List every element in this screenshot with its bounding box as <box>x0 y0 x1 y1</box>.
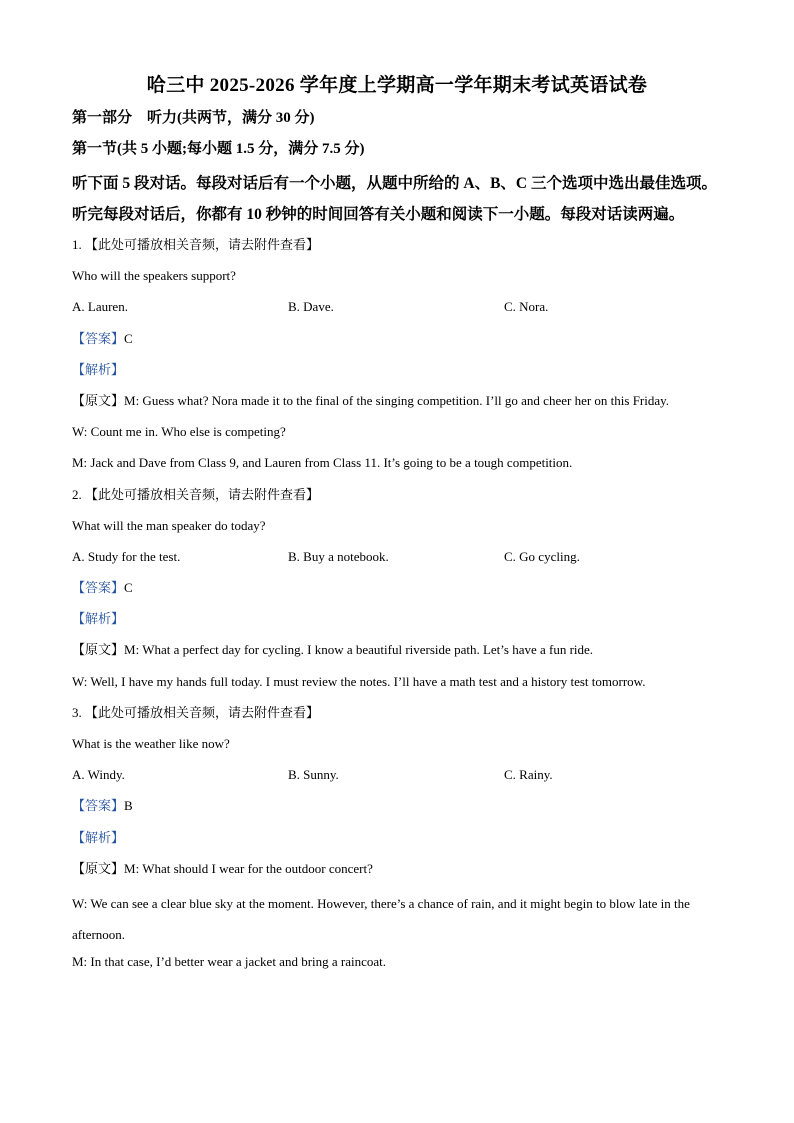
transcript-text: M: What should I wear for the outdoor concert? <box>124 860 373 876</box>
analysis-label: 【解析】 <box>72 361 125 377</box>
original-label: 【原文】 <box>72 860 125 876</box>
transcript-text: M: Guess what? Nora made it to the final of the singing competition. I’ll go and cheer her on this Friday. <box>124 392 670 408</box>
option-c: C. Nora. <box>504 299 549 315</box>
option-a: A. Study for the test. <box>72 548 181 564</box>
answer-label: 【答案】 <box>72 330 125 346</box>
answer-value: B <box>124 798 133 814</box>
transcript-line <box>72 638 722 669</box>
part-heading: 第一部分 听力(共两节，满分 30 分) <box>72 110 315 126</box>
transcript-line <box>72 389 722 420</box>
answer-line <box>72 327 722 358</box>
answer-label: 【答案】 <box>72 798 125 814</box>
transcript-line: W: Count me in. Who else is competing? <box>72 424 286 440</box>
transcript-line: W: Well, I have my hands full today. I must review the notes. I’ll have a math test and a history test tomorrow. <box>72 673 646 689</box>
section-heading: 第一节(共 5 小题;每小题 1.5 分，满分 7.5 分) <box>72 141 365 157</box>
original-label: 【原文】 <box>72 392 125 408</box>
question-text: What will the man speaker do today? <box>72 517 266 533</box>
transcript-text: M: What a perfect day for cycling. I know a beautiful riverside path. Let’s have a fun ride. <box>124 642 594 658</box>
analysis-label: 【解析】 <box>72 829 125 845</box>
answer-line <box>72 794 722 825</box>
question-header: 1. 【此处可播放相关音频，请去附件查看】 <box>72 237 320 252</box>
answer-value: C <box>124 580 133 596</box>
question-header: 3. 【此处可播放相关音频，请去附件查看】 <box>72 704 320 720</box>
option-a: A. Windy. <box>72 767 125 783</box>
transcript-line <box>72 857 722 888</box>
question-block <box>72 233 722 483</box>
transcript-line: M: Jack and Dave from Class 9, and Lauren from Class 11. It’s going to be a tough competition. <box>72 455 573 471</box>
options-row <box>72 295 722 326</box>
instructions: 听下面 5 段对话。每段对话后有一个小题，从题中所给的 A、B、C 三个选项中选出最佳选项。听完每段对话后，你都有 10 秒钟的时间回答有关小题和阅读下一小题。每段对话读两遍。 <box>72 175 717 223</box>
document-body <box>72 106 722 982</box>
option-c: C. Rainy. <box>504 767 553 783</box>
option-b: B. Buy a notebook. <box>288 548 389 564</box>
transcript-line: M: In that case, I’d better wear a jacket and bring a raincoat. <box>72 954 387 970</box>
question-text: Who will the speakers support? <box>72 268 236 284</box>
page-title: 哈三中 2025-2026 学年度上学期高一学年期末考试英语试卷 <box>146 75 648 96</box>
question-block <box>72 483 722 701</box>
option-c: C. Go cycling. <box>504 548 580 564</box>
answer-label: 【答案】 <box>72 580 125 596</box>
question-text: What is the weather like now? <box>72 736 230 751</box>
question-header: 2. 【此处可播放相关音频，请去附件查看】 <box>72 486 320 502</box>
analysis-label: 【解析】 <box>72 611 125 627</box>
options-row <box>72 545 722 576</box>
answer-line <box>72 576 722 607</box>
answer-value: C <box>124 330 133 346</box>
question-block <box>72 701 722 982</box>
transcript-line: W: We can see a clear blue sky at the moment. However, there’s a chance of rain, and it might begin to blow late in the afternoon. <box>72 895 690 943</box>
option-b: B. Dave. <box>288 299 334 315</box>
original-label: 【原文】 <box>72 642 125 658</box>
option-a: A. Lauren. <box>72 299 128 315</box>
option-b: B. Sunny. <box>288 767 339 783</box>
options-row <box>72 763 722 794</box>
